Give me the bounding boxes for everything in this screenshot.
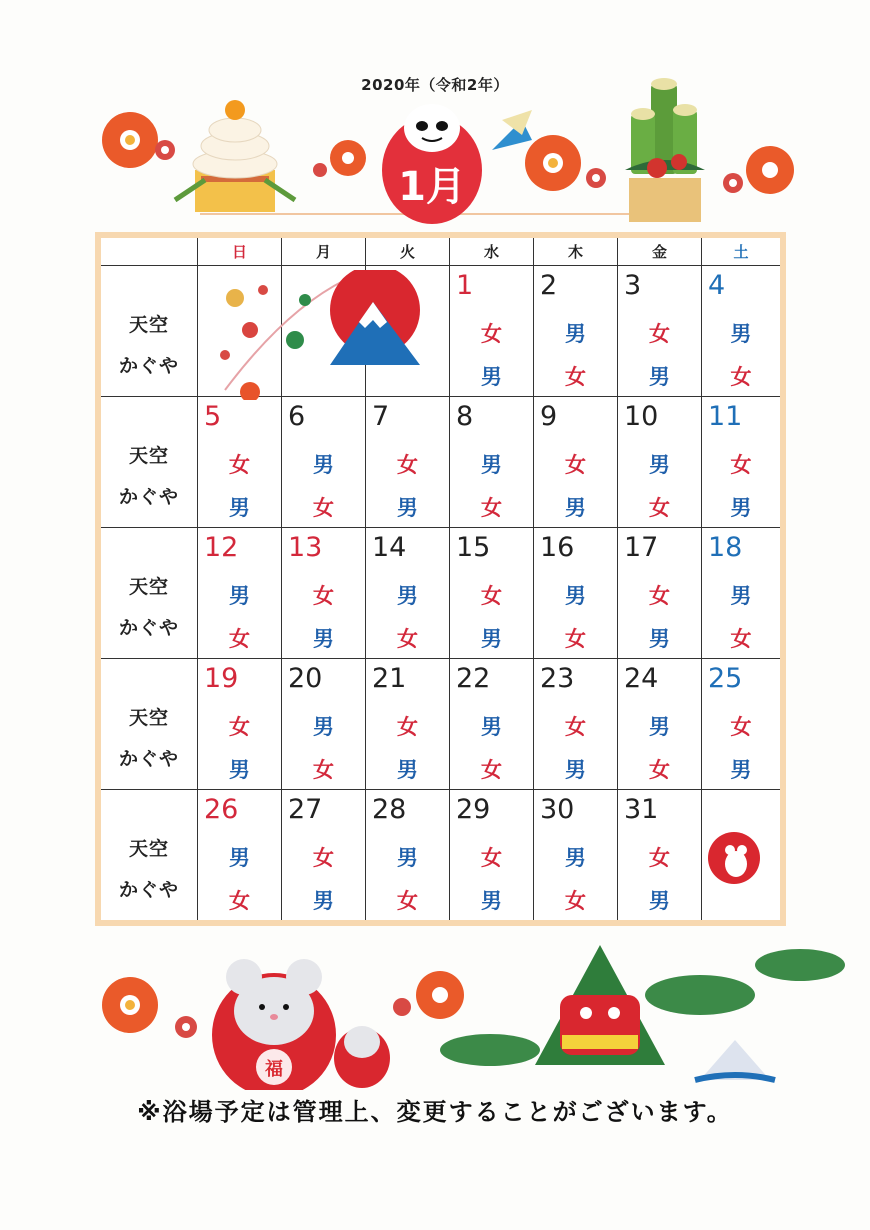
tenku-gender: 女 [229,453,250,477]
kaguya-gender: 男 [481,889,502,913]
kaguya-gender: 女 [730,627,752,651]
tenku-gender: 女 [397,453,418,477]
plum-blossom-icon [102,977,158,1033]
day-cell [282,790,366,920]
day-cell [702,397,780,528]
kaguya-gender: 男 [730,758,752,782]
bath-label-kaguya: かぐや [118,748,179,770]
day-number: 28 [372,794,407,825]
tenku-gender: 男 [649,453,670,477]
day-number: 15 [456,532,491,563]
day-cell [618,659,702,790]
weekday-header: 水 [450,238,534,266]
day-number: 17 [624,532,659,563]
day-number: 23 [540,663,575,694]
kaguya-gender: 男 [649,627,670,651]
day-cell [366,528,450,659]
day-number: 8 [456,401,474,432]
kaguya-gender: 女 [313,758,334,782]
tenku-gender: 女 [649,584,670,608]
day-number: 31 [624,794,659,825]
plum-blossom-icon [525,135,581,191]
weekday-header: 木 [534,238,618,266]
tenku-gender: 男 [565,322,586,346]
tenku-gender: 女 [649,846,670,870]
day-cell [534,266,618,397]
kaguya-gender: 男 [481,627,502,651]
day-number: 24 [624,663,659,694]
kagami-mochi-icon [175,100,295,212]
day-number: 27 [288,794,323,825]
kaguya-gender: 男 [397,758,418,782]
tenku-gender: 女 [730,715,752,739]
tenku-gender: 女 [565,715,586,739]
kaguya-gender: 男 [730,496,752,520]
day-cell [366,659,450,790]
day-number: 2 [540,270,558,301]
tenku-gender: 男 [730,322,752,346]
tenku-gender: 男 [229,846,250,870]
day-cell [198,397,282,528]
kaguya-gender: 女 [313,496,334,520]
day-cell [702,528,780,659]
plum-blossom-icon [155,140,175,160]
tenku-gender: 男 [565,846,586,870]
tenku-gender: 女 [313,584,334,608]
plum-blossom-icon [330,140,366,176]
kaguya-gender: 女 [565,889,586,913]
bath-label-kaguya: かぐや [118,617,179,639]
tenku-gender: 男 [565,584,586,608]
day-number: 20 [288,663,323,694]
kaguya-gender: 女 [730,365,752,389]
tenku-gender: 女 [649,322,670,346]
kaguya-gender: 男 [565,496,586,520]
day-number: 11 [708,401,743,432]
kaguya-gender: 女 [397,627,418,651]
day-number: 30 [540,794,575,825]
day-cell [618,397,702,528]
bath-label-tenku: 天空 [128,445,169,467]
day-number: 21 [372,663,407,694]
bath-label-kaguya: かぐや [118,879,179,901]
day-number: 7 [372,401,390,432]
day-cell [282,659,366,790]
row-label-cell [101,790,198,920]
header-corner [101,238,198,266]
tenku-gender: 男 [481,453,502,477]
day-number: 16 [540,532,575,563]
kaguya-gender: 女 [649,496,670,520]
plum-blossom-icon [393,998,411,1016]
tenku-gender: 男 [313,453,334,477]
weekday-header: 金 [618,238,702,266]
day-number: 6 [288,401,306,432]
new-year-decoration-illustration [205,270,455,400]
tenku-gender: 女 [481,322,502,346]
lion-dance-icon [535,945,665,1065]
tenku-gender: 男 [481,715,502,739]
kaguya-gender: 女 [565,365,586,389]
day-cell [618,528,702,659]
kadomatsu-icon [625,78,705,222]
day-cell [366,790,450,920]
kaguya-gender: 女 [481,758,502,782]
rat-on-mountain-icon [695,1040,775,1080]
kaguya-gender: 男 [481,365,502,389]
day-cell [450,790,534,920]
day-number: 9 [540,401,558,432]
day-cell [702,266,780,397]
day-number: 4 [708,270,726,301]
day-number: 19 [204,663,239,694]
bath-label-tenku: 天空 [128,576,169,598]
plum-blossom-icon [586,168,606,188]
day-cell [198,528,282,659]
kaguya-gender: 女 [229,627,250,651]
tenku-gender: 女 [481,584,502,608]
bath-label-tenku: 天空 [128,838,169,860]
kaguya-gender: 女 [565,627,586,651]
day-cell [366,397,450,528]
plum-blossom-icon [723,173,743,193]
bath-schedule-calendar [95,232,786,926]
bath-label-tenku: 天空 [128,314,169,336]
new-year-header-illustration [0,0,870,230]
schedule-change-note: ※浴場予定は管理上、変更することがございます。 [137,1098,733,1126]
day-number: 26 [204,794,239,825]
day-number: 25 [708,663,743,694]
kaguya-gender: 女 [649,758,670,782]
tenku-gender: 女 [730,453,752,477]
tenku-gender: 男 [229,584,250,608]
month-label: 1月 [398,164,466,210]
tenku-gender: 女 [229,715,250,739]
day-cell [618,790,702,920]
daruma-fortune-text: 福 [265,1059,283,1080]
rat-stamp-icon [706,830,762,886]
day-number: 29 [456,794,491,825]
tenku-gender: 男 [397,846,418,870]
day-cell [618,266,702,397]
day-cell [450,266,534,397]
day-cell [534,659,618,790]
plum-blossom-icon [102,112,158,168]
plum-blossom-icon [746,146,794,194]
day-number: 22 [456,663,491,694]
day-cell [198,790,282,920]
bath-label-kaguya: かぐや [118,486,179,508]
day-cell [450,397,534,528]
day-number: 13 [288,532,323,563]
row-label-cell [101,528,198,659]
kaguya-gender: 男 [397,496,418,520]
treasure-fan-icon [492,110,532,150]
day-number: 12 [204,532,239,563]
mount-fuji-icon [330,270,420,365]
row-label-cell [101,266,198,397]
day-cell [282,397,366,528]
day-number: 10 [624,401,659,432]
tenku-gender: 男 [397,584,418,608]
plum-blossom-icon [313,163,327,177]
day-number: 5 [204,401,222,432]
weekday-header: 日 [198,238,282,266]
weekday-header: 月 [282,238,366,266]
day-number: 3 [624,270,642,301]
day-number: 1 [456,270,474,301]
row-label-cell [101,397,198,528]
bath-label-tenku: 天空 [128,707,169,729]
small-rat-daruma-icon [334,1026,390,1088]
day-cell [450,528,534,659]
kaguya-gender: 女 [397,889,418,913]
tenku-gender: 女 [481,846,502,870]
tenku-gender: 男 [730,584,752,608]
tenku-gender: 女 [397,715,418,739]
tenku-gender: 男 [313,715,334,739]
tenku-gender: 女 [565,453,586,477]
day-cell [450,659,534,790]
new-year-footer-illustration [0,925,870,1090]
kaguya-gender: 男 [313,627,334,651]
kaguya-gender: 女 [229,889,250,913]
day-cell [702,659,780,790]
day-cell [534,790,618,920]
plum-blossom-icon [175,1016,197,1038]
day-cell [534,528,618,659]
kaguya-gender: 男 [313,889,334,913]
day-cell [198,659,282,790]
plum-blossom-icon [416,971,464,1019]
bath-label-kaguya: かぐや [118,355,179,377]
kaguya-gender: 男 [565,758,586,782]
tenku-gender: 女 [313,846,334,870]
row-label-cell [101,659,198,790]
calendar-title: 2020年（令和2年） [361,76,509,94]
kaguya-gender: 男 [649,889,670,913]
kaguya-gender: 男 [229,496,250,520]
kaguya-gender: 女 [481,496,502,520]
day-cell [534,397,618,528]
weekday-header: 火 [366,238,450,266]
day-number: 18 [708,532,743,563]
tenku-gender: 男 [649,715,670,739]
kaguya-gender: 男 [649,365,670,389]
day-cell [282,528,366,659]
kaguya-gender: 男 [229,758,250,782]
day-number: 14 [372,532,407,563]
weekday-header: 土 [702,238,780,266]
